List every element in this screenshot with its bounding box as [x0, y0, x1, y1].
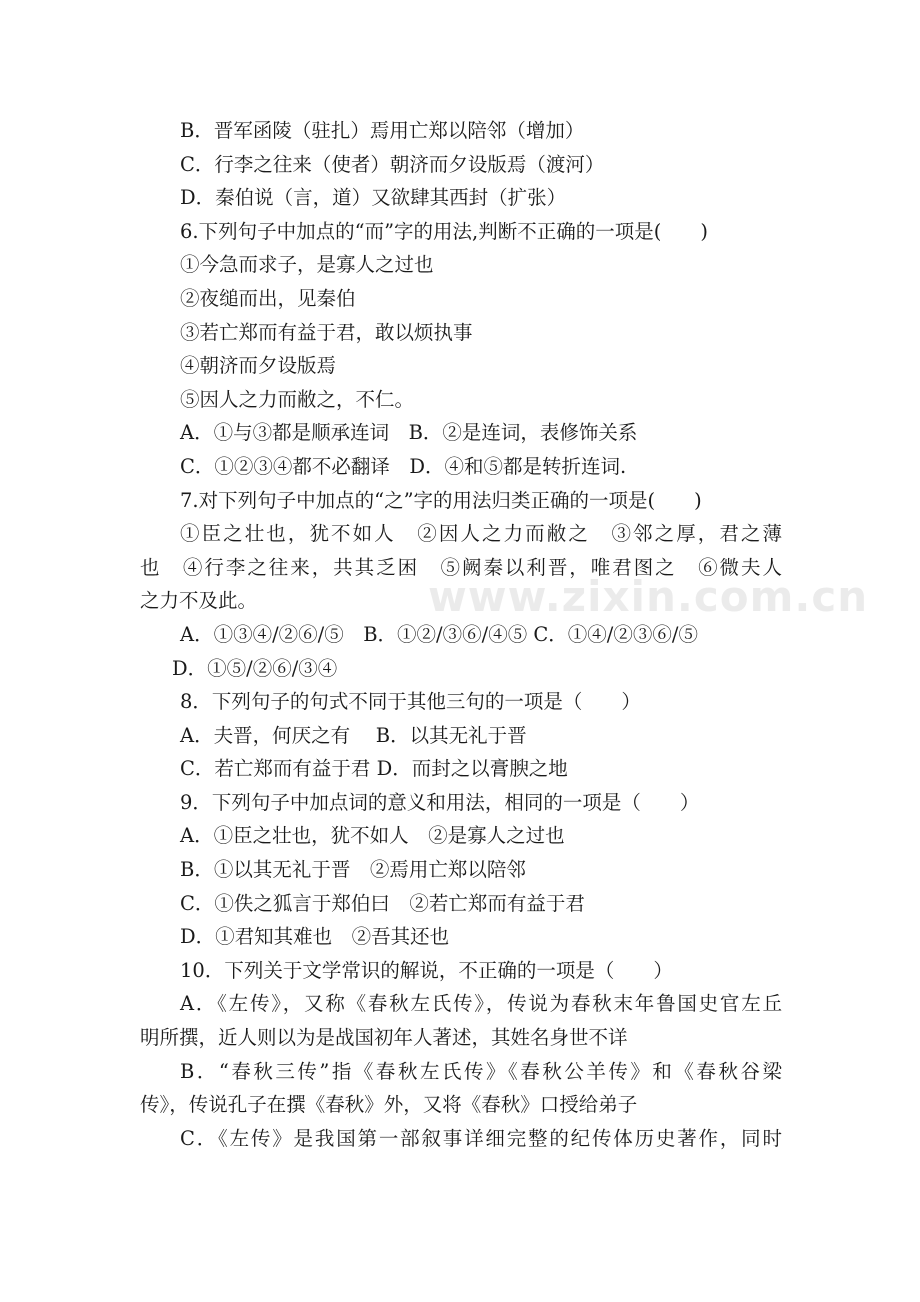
text-line: ④朝济而夕设版焉 [180, 354, 337, 378]
answer-option: A．①与③都是顺承连词 B．②是连词，表修饰关系 [180, 421, 638, 445]
question-8-stem: 8．下列句子的句式不同于其他三句的一项是（ ） [180, 690, 641, 714]
question-7-stem: 7.对下列句子中加点的“之”字的用法归类正确的一项是( ) [180, 488, 702, 512]
text-line: ①今急而求子，是寡人之过也 [180, 253, 434, 277]
text-line: C．行李之往来（使者）朝济而夕设版焉（渡河） [180, 152, 605, 176]
text-line: ③若亡郑而有益于君，敢以烦执事 [180, 320, 473, 344]
text-line: B．晋军函陵（驻扎）焉用亡郑以陪邻（增加） [180, 119, 585, 142]
text-line: D．秦伯说（言，道）又欲肆其西封（扩张） [180, 186, 567, 210]
answer-option: B．“春秋三传”指《春秋左氏传》《春秋公羊传》和《春秋谷梁 [180, 1059, 782, 1083]
text-line: 之力不及此。 [140, 589, 258, 613]
text-line: ①臣之壮也，犹不如人 ②因人之力而敝之 ③邻之厚，君之薄 [180, 522, 782, 546]
text-line: 也 ④行李之往来，共其乏困 ⑤阙秦以利晋，唯君图之 ⑥微夫人 [140, 555, 782, 579]
text-line: 明所撰，近人则以为是战国初年人著述，其姓名身世不详 [140, 1026, 628, 1050]
text-line: ②夜缒而出，见秦伯 [180, 286, 356, 310]
page-content [140, 114, 782, 1155]
text-line: ⑤因人之力而敝之，不仁。 [180, 387, 415, 411]
answer-option: A．《左传》，又称《春秋左氏传》，传说为春秋末年鲁国史官左丘 [180, 992, 782, 1016]
answer-option: A．①臣之壮也，犹不如人 ②是寡人之过也 [180, 824, 565, 848]
question-9-stem: 9．下列句子中加点词的意义和用法，相同的一项是（ ） [180, 790, 700, 814]
answer-option: B．①以其无礼于晋 ②焉用亡郑以陪邻 [180, 858, 526, 882]
answer-option: C．若亡郑而有益于君 D．而封之以膏腴之地 [180, 757, 568, 781]
answer-option: C．《左传》是我国第一部叙事详细完整的纪传体历史著作，同时 [180, 1126, 782, 1150]
question-6-stem: 6.下列句子中加点的“而”字的用法,判断不正确的一项是( ) [180, 219, 708, 243]
answer-option: C．①②③④都不必翻译 D．④和⑤都是转折连词. [180, 454, 627, 478]
answer-option: D．①君知其难也 ②吾其还也 [180, 925, 450, 949]
answer-option: A．夫晋，何厌之有 B．以其无礼于晋 [180, 723, 527, 747]
watermark: www.zixin.com.cn [428, 572, 869, 621]
answer-option: D．①⑤/②⑥/③④ [172, 656, 338, 680]
answer-option: A．①③④/②⑥/⑤ B．①②/③⑥/④⑤ C．①④/②③⑥/⑤ [180, 622, 698, 646]
text-line: 传》，传说孔子在撰《春秋》外，又将《春秋》口授给弟子 [140, 1093, 638, 1117]
answer-option: C．①佚之狐言于郑伯曰 ②若亡郑而有益于君 [180, 891, 585, 915]
question-10-stem: 10．下列关于文学常识的解说，不正确的一项是（ ） [180, 958, 673, 982]
